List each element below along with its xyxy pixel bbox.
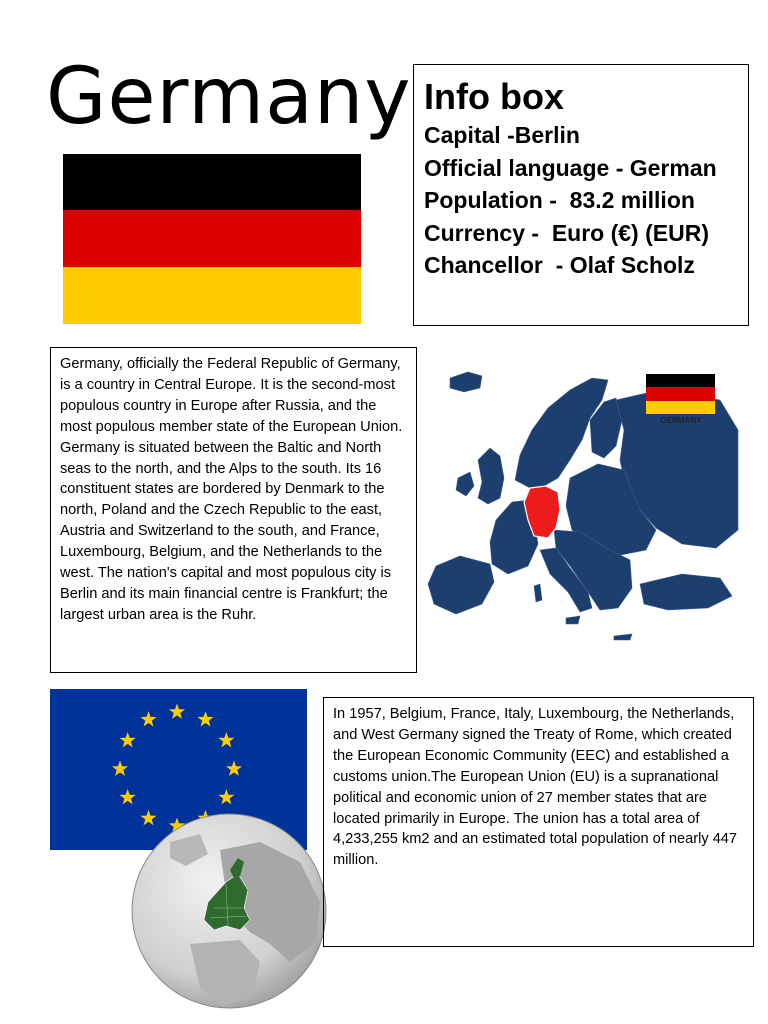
info-capital: Capital -Berlin <box>424 122 580 148</box>
info-box <box>413 64 749 326</box>
legend-stripe-red <box>646 387 715 401</box>
map-ireland <box>456 472 474 496</box>
legend-stripe-gold <box>646 401 715 414</box>
map-crete <box>614 634 632 640</box>
flag-stripe-black <box>63 154 361 210</box>
flag-stripe-red <box>63 210 361 267</box>
info-chancellor: Chancellor - Olaf Scholz <box>424 252 695 278</box>
map-iceland <box>450 372 482 392</box>
page-title: Germany <box>46 52 412 142</box>
map-iberia <box>428 556 494 614</box>
globe-eu-highlight <box>130 812 328 1010</box>
info-currency: Currency - Euro (€) (EUR) <box>424 219 709 246</box>
germany-description: Germany, officially the Federal Republic of Germany, is a country in Central Europe. It is the second-most populous country in Europe after Russia, and the most populous member state of the European Union. Germany is situated between the Baltic and North seas to the north, and the Alps to the south. Its 16 constituent states are bordered by Denmark to the north, Poland and the Czech Republic to the east, Austria and Switzerland to the south, and France, Luxembourg, Belgium, and the Netherlands to the west. The nation's capital and most populous city is Berlin and its main financial centre is Frankfurt; the largest urban area is the Ruhr. <box>60 356 403 623</box>
map-turkey <box>640 574 732 610</box>
map-sicily <box>566 616 580 624</box>
legend-stripe-black <box>646 374 715 387</box>
eu-description-box <box>323 697 754 947</box>
map-legend-flag <box>646 374 715 414</box>
info-population: Population - 83.2 million <box>424 187 695 213</box>
germany-description-box <box>50 347 417 673</box>
flag-stripe-gold <box>63 267 361 324</box>
germany-flag <box>63 154 361 324</box>
map-legend-label: GERMANY <box>660 416 702 425</box>
map-sardinia <box>534 584 542 602</box>
eu-description: In 1957, Belgium, France, Italy, Luxembourg, the Netherlands, and West Germany signed the Treaty of Rome, which created the European Economic Community (EEC) and established a customs union.The European Union (EU) is a supranational political and economic union of 27 member states that are located primarily in Europe. The union has a total area of 4,233,255 km2 and an estimated total population of nearly 447 million. <box>333 706 738 869</box>
info-language: Official language - German <box>424 154 717 181</box>
info-box-heading: Info box <box>424 76 564 117</box>
map-britain <box>478 448 504 504</box>
